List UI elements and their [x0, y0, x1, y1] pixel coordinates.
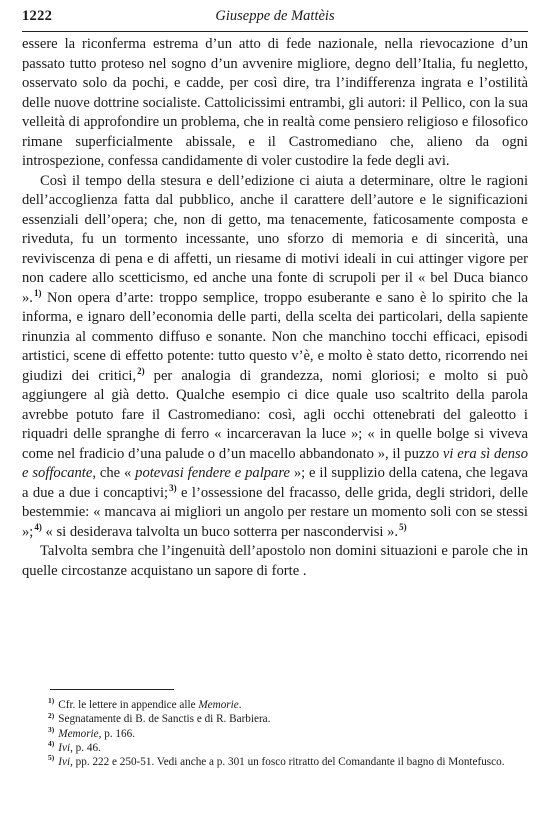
text-run: , pp. 222 e 250-51. Vedi anche a p. 301 un fosco ritratto del Comandante il bagno di Montefusco.	[70, 756, 505, 769]
page-number: 1222	[22, 8, 53, 24]
text-run: , p. 46.	[70, 741, 101, 754]
text-run: Talvolta sembra che l’ingenuità dell’apostolo non domini situazioni e parole che in quelle circostanze acquistano un sapore di forte .	[22, 543, 528, 579]
italic-run: Memorie	[58, 727, 99, 740]
footnote	[48, 741, 528, 755]
paragraph	[22, 542, 528, 581]
footnote	[48, 755, 528, 769]
text-run: Cfr. le lettere in appendice alle	[58, 699, 199, 711]
text-run: e l’ossessione del fracasso, delle grida, degli stridori, delle bestemmie: « mancava ai migliori un angolo per restare un momento soli con se stessi »;	[22, 484, 528, 540]
paragraph	[22, 35, 528, 172]
footnote-ref: 3)	[169, 482, 177, 493]
header-rule	[22, 31, 528, 32]
footnote-mark: 3)	[48, 724, 55, 734]
page-header	[22, 8, 528, 30]
footnote-ref: 1)	[33, 287, 42, 298]
footnote-mark: 1)	[48, 696, 55, 706]
footnote	[48, 712, 528, 726]
text-run: »; e il supplizio della catena, che legava a due a due i concaptivi;	[22, 465, 528, 501]
running-head: Giuseppe de Mattèis	[215, 8, 335, 24]
italic-run: vi era sì denso e soffocante	[22, 445, 529, 481]
text-run: , che «	[92, 465, 136, 481]
footnote-rule	[50, 689, 174, 690]
text-run: per analogia di grandezza, nomi gloriosi; e molto si può aggiungere al già detto. Qualche esempio ci dice quale uso scaltrito della parola avrebbe potuto fare il Castromediano: così, agli occhi ottenebrati del galeotto i riquadri delle spranghe di ferro « incarceravan la luce »; « in quelle bolge si viveva come nel fradicio d’una palude o d’un macello abbandonato », il puzzo	[22, 367, 528, 462]
footnote-mark: 2)	[48, 710, 55, 720]
italic-run: Ivi	[58, 756, 71, 769]
footnote-ref: 5)	[399, 521, 407, 532]
italic-run: potevasi fendere e palpare	[135, 465, 290, 481]
text-run: , p. 166.	[98, 727, 135, 740]
text-run: essere la riconferma estrema d’un atto di fede nazionale, nella rievocazione d’un passato tutto proteso nel sogno d’un avvenire migliore, degno dell’Italia, fu negletto, osservato solo da pochi, e cadde, per così dire, tra l’indifferenza ingrata e l’ostilità delle nuove dottrine socialiste. Cattolicissimi entrambi, gli autori: il Pellico, con la sua velleità di approfondire un problema, che in realtà come pensiero religioso e filosofico rimane superficialmente abissale, e il Castromediano che, alieno da ogni introspezione, confessa candidamente di voler custodire la fede degli avi.	[22, 36, 528, 169]
text-run: Segnatamente di B. de Sanctis e di R. Barbiera.	[58, 713, 271, 726]
text-run: « si desiderava talvolta un buco sotterra per nascondervisi ».	[41, 523, 399, 540]
footnote	[48, 724, 528, 741]
footnote-ref: 2)	[137, 365, 145, 376]
text-run: Non opera d’arte: troppo semplice, troppo esuberante e sano è lo spirito che la informa, e ignaro dell’economia delle parti, della scelta dei particolari, della sapiente rinunzia al commento diffuso e sonante. Non che manchino tocchi efficaci, episodi artistici, scene di effetto potente: tutto questo v’è, e molto è stato detto, ricorrendo nei giudizi dei critici,	[22, 289, 528, 384]
footnote	[48, 698, 528, 712]
italic-run: Memorie	[198, 699, 239, 711]
footnote-ref: 4)	[34, 521, 42, 532]
footnote-mark: 5)	[48, 753, 55, 763]
footnotes	[48, 698, 528, 769]
text-run: Così il tempo della stesura e dell’edizione ci aiuta a determinare, oltre le ragioni dell’accoglienza fatta dal pubblico, anche il carattere dell’autore e le significazioni essenziali dell’opera; che, non di getto, ma tenacemente, faticosamente composta e riveduta, fu un tormento incessante, uno sforzo di memoria e di sincerità, una reviviscenza di pena e di affetti, un riesame di motivi ideali in cui attinger vigore per non cadere allo scetticismo, ed anche una fonte di scrupoli per il « bel Duca bianco ».	[22, 172, 528, 306]
body-text	[22, 35, 528, 581]
text-run: .	[238, 699, 242, 711]
italic-run: Ivi	[58, 741, 71, 754]
paragraph	[22, 172, 528, 543]
footnote-mark: 4)	[48, 739, 55, 749]
